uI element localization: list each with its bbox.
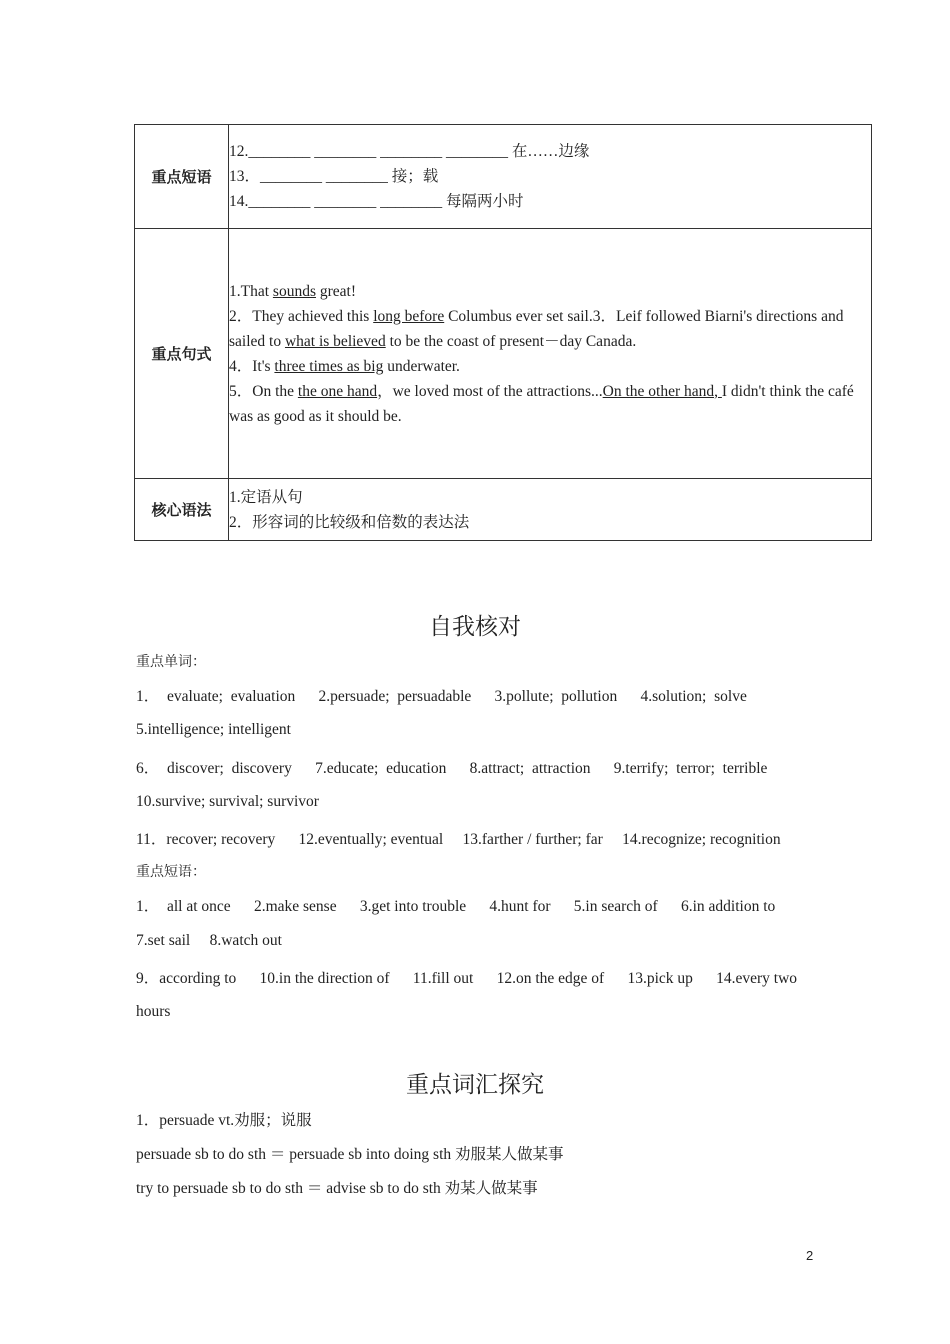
page-number: 2 — [806, 1248, 814, 1263]
sentence-line: 4．It's three times as big underwater. — [229, 357, 460, 375]
answer-line: 1． all at once 2.make sense 3.get into trouble 4.hunt for 5.in search of 6.in addition to — [136, 898, 776, 915]
key-sentences-label: 重点句式 — [135, 229, 229, 479]
answer-line: 6． discover; discovery 7.educate; education 8.attract; attraction 9.terrify; terror; terrible — [136, 760, 768, 777]
core-grammar-content — [229, 479, 872, 541]
sentence-line: 2．They achieved this long before Columbus ever set sail.3．Leif followed Biarni's directions and sailed to what is believed to be the coast of present－day Canada. — [229, 307, 844, 350]
key-sentences-content — [229, 229, 872, 479]
key-phrases-content — [229, 125, 872, 229]
summary-table — [134, 124, 872, 541]
phrase-line: 13．________ ________ 接；载 — [229, 168, 439, 185]
answer-line: 7.set sail 8.watch out — [136, 932, 282, 949]
self-check-title: 自我核对 — [429, 614, 521, 639]
answer-line: 5.intelligence; intelligent — [136, 721, 291, 738]
grammar-line: 2．形容词的比较级和倍数的表达法 — [229, 513, 470, 531]
grammar-line: 1.定语从句 — [229, 488, 303, 506]
answer-line: hours — [136, 1003, 171, 1020]
phrase-line: 12.________ ________ ________ ________ 在……边缘 — [229, 143, 590, 160]
key-phrases-row — [135, 125, 872, 229]
vocab-line: persuade sb to do sth ＝ persuade sb into doing sth 劝服某人做某事 — [136, 1146, 564, 1163]
vocab-line: try to persuade sb to do sth ＝ advise sb to do sth 劝某人做某事 — [136, 1180, 538, 1197]
answer-line: 9．according to 10.in the direction of 11.fill out 12.on the edge of 13.pick up 14.every two — [136, 970, 798, 987]
key-sentences-row — [135, 229, 872, 479]
phrases-heading: 重点短语： — [136, 864, 206, 880]
answer-line: 10.survive; survival; survivor — [136, 793, 319, 810]
vocab-line: 1．persuade vt.劝服；说服 — [136, 1112, 312, 1129]
core-grammar-row — [135, 479, 872, 541]
core-grammar-label: 核心语法 — [135, 479, 229, 541]
sentence-line: 5．On the the one hand，we loved most of the attractions...On the other hand, I didn't think the café was as good as it should be. — [229, 382, 854, 425]
words-heading: 重点单词： — [136, 654, 206, 670]
key-phrases-label: 重点短语 — [135, 125, 229, 229]
vocab-title: 重点词汇探究 — [406, 1072, 544, 1097]
phrase-line: 14.________ ________ ________ 每隔两小时 — [229, 193, 524, 210]
sentence-line: 1.That sounds great! — [229, 282, 356, 300]
answer-line: 11．recover; recovery 12.eventually; eventual 13.farther / further; far 14.recognize; recognition — [136, 831, 781, 848]
answer-line: 1． evaluate; evaluation 2.persuade; persuadable 3.pollute; pollution 4.solution; solve — [136, 688, 747, 705]
